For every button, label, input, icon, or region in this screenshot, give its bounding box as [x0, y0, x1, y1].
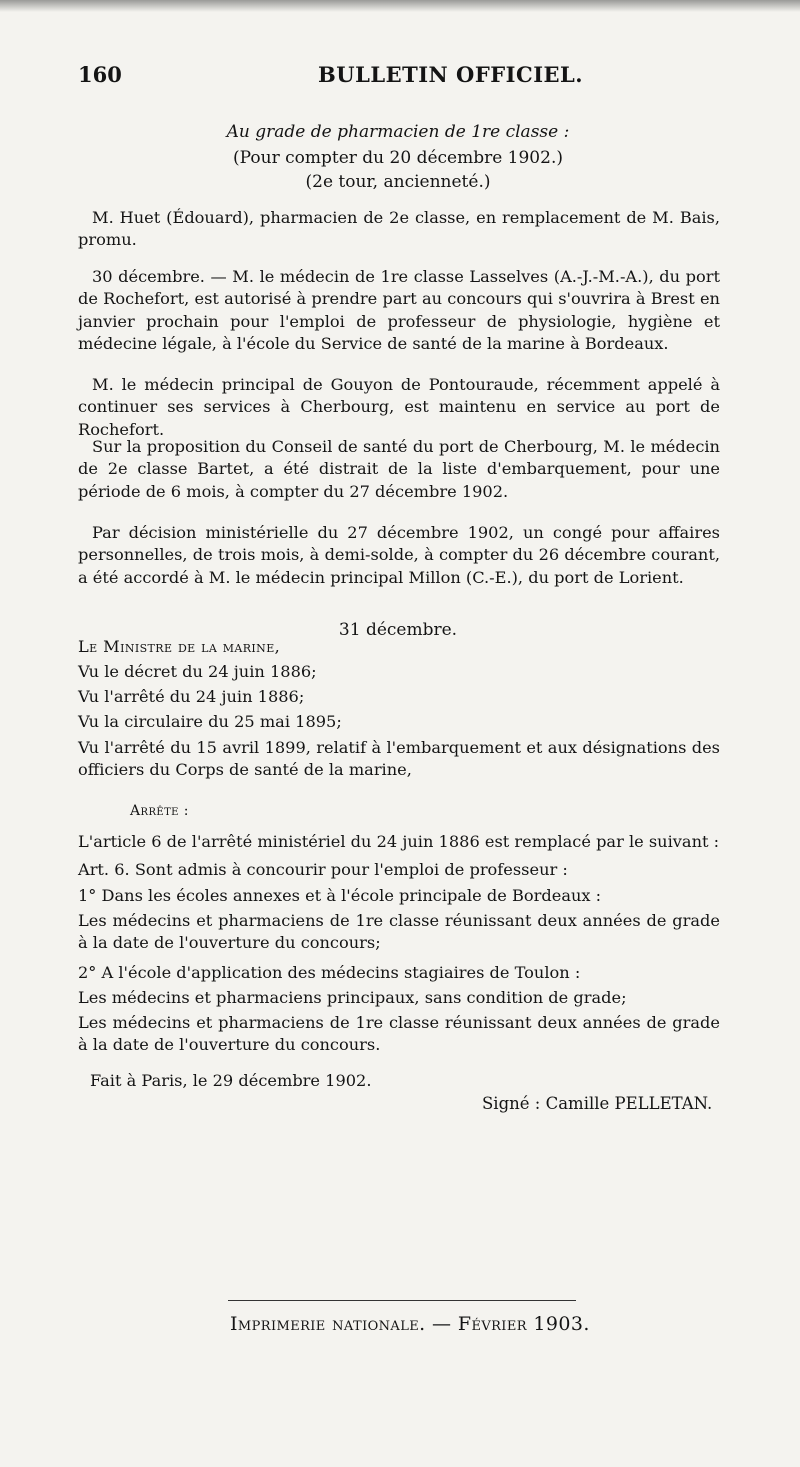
article-item-1: 1° Dans les écoles annexes et à l'école principale de Bordeaux : [78, 886, 602, 905]
paragraph-millon: Par décision ministérielle du 27 décembre 1902, un congé pour affaires personnelles, de trois mois, à demi-solde, à compter du 26 décembre courant, a été accordé à M. le médecin principal Millon (C.-E.), du port de Lorient. [78, 523, 720, 587]
article-6: Art. 6. Sont admis à concourir pour l'emploi de professeur : [78, 860, 568, 879]
page-header [78, 62, 718, 96]
decree-arrete: Arrête : [130, 803, 189, 819]
section-subtitle: (Pour compter du 20 décembre 1902.) [233, 148, 563, 168]
page-edge [0, 0, 800, 12]
article-intro: L'article 6 de l'arrêté ministériel du 24 juin 1886 est remplacé par le suivant : [78, 832, 720, 851]
article-item-1-detail: Les médecins et pharmaciens de 1re classe réunissant deux années de grade à la date de l'ouverture du concours; [78, 911, 720, 953]
decree-vu-2: Vu l'arrêté du 24 juin 1886; [78, 687, 305, 706]
imprint: Imprimerie nationale. — Février 1903. [230, 1313, 590, 1335]
decree-place-date: Fait à Paris, le 29 décembre 1902. [90, 1071, 372, 1090]
decree-date: 31 décembre. [338, 620, 458, 640]
promotion-paragraph: M. Huet (Édouard), pharmacien de 2e classe, en remplacement de M. Bais, promu. [78, 208, 720, 250]
decree-vu-3: Vu la circulaire du 25 mai 1895; [78, 712, 342, 731]
running-title: BULLETIN OFFICIEL. [318, 62, 584, 87]
article-item-2-detail-a: Les médecins et pharmaciens principaux, sans condition de grade; [78, 988, 627, 1007]
decree-vu-1: Vu le décret du 24 juin 1886; [78, 662, 317, 681]
paragraph-bartet: Sur la proposition du Conseil de santé du port de Cherbourg, M. le médecin de 2e classe Bartet, a été distrait de la liste d'embarquement, pour une période de 6 mois, à compter du 27 décembre 1902. [78, 437, 720, 501]
article-item-2-detail-b: Les médecins et pharmaciens de 1re classe réunissant deux années de grade à la date de l'ouverture du concours. [78, 1013, 720, 1055]
article-item-2: 2° A l'école d'application des médecins stagiaires de Toulon : [78, 963, 581, 982]
paragraph-lasselves: 30 décembre. — M. le médecin de 1re classe Lasselves (A.-J.-M.-A.), du port de Rochefort, est autorisé à prendre part au concours qui s'ouvrira à Brest en janvier prochain pour l'emploi de professeur de physiologie, hygiène et médecine légale, à l'école du Service de santé de la marine à Bordeaux. [78, 267, 720, 353]
signature: Signé : Camille PELLETAN. [482, 1094, 713, 1113]
section-note: (2e tour, ancienneté.) [305, 172, 491, 192]
page-number: 160 [78, 62, 122, 87]
paragraph-gouyon: M. le médecin principal de Gouyon de Pontouraude, récemment appelé à continuer ses services à Cherbourg, est maintenu en service au port de Rochefort. [78, 375, 720, 439]
decree-minister: Le Ministre de la marine, [78, 637, 281, 656]
decree-vu-4: Vu l'arrêté du 15 avril 1899, relatif à l'embarquement et aux désignations des officiers du Corps de santé de la marine, [78, 738, 720, 780]
footer-rule [228, 1300, 576, 1301]
section-title: Au grade de pharmacien de 1re classe : [226, 122, 570, 142]
